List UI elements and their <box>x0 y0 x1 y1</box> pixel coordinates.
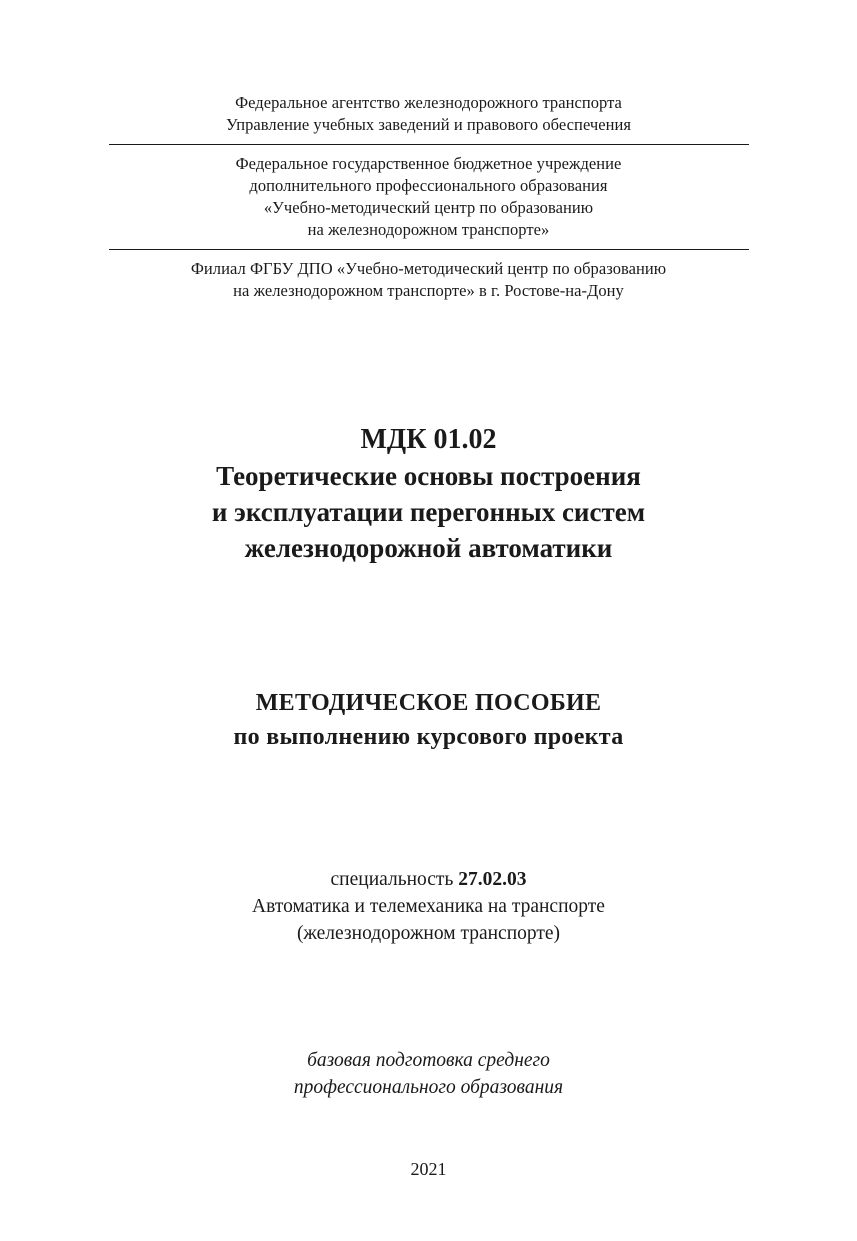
header-line: «Учебно-методический центр по образованию <box>263 198 594 217</box>
specialty-name-line: (железнодорожном транспорте) <box>296 923 561 944</box>
document-type-line: по выполнению курсового проекта <box>233 724 624 750</box>
specialty-code: 27.02.03 <box>458 869 527 890</box>
header-line: Филиал ФГБУ ДПО «Учебно-методический центр по образованию <box>190 259 667 278</box>
specialty-label: специальность <box>330 869 454 890</box>
header-group-institution <box>109 144 749 249</box>
course-title-line: и эксплуатации перегонных систем <box>211 497 646 527</box>
page-title <box>80 422 777 566</box>
header-line: на железнодорожном транспорте» в г. Ростове-на-Дону <box>233 281 624 300</box>
course-title-line: Теоретические основы построения <box>216 461 641 491</box>
education-level-block <box>80 1047 777 1101</box>
header-line: Федеральное государственное бюджетное учреждение <box>235 154 622 173</box>
header-group-agency <box>109 92 749 144</box>
document-type-line: МЕТОДИЧЕСКОЕ ПОСОБИЕ <box>255 690 602 716</box>
course-title-line: железнодорожной автоматики <box>244 533 613 563</box>
header-line: Федеральное агентство железнодорожного транспорта <box>235 93 622 112</box>
header-group-branch <box>109 249 749 302</box>
education-level-line: профессионального образования <box>293 1077 564 1098</box>
specialty-name-line: Автоматика и телемеханика на транспорте <box>252 896 605 917</box>
header-line: на железнодорожном транспорте» <box>307 220 550 239</box>
publication-year: 2021 <box>410 1159 447 1179</box>
header-line: дополнительного профессионального образования <box>249 176 608 195</box>
header-line: Управление учебных заведений и правового обеспечения <box>225 115 632 134</box>
issuing-organization-block <box>109 92 749 302</box>
specialty-code-line <box>80 866 777 893</box>
document-type-block <box>80 686 777 754</box>
course-code: МДК 01.02 <box>360 424 497 455</box>
specialty-block <box>80 866 777 947</box>
publication-year-block <box>80 1157 777 1181</box>
education-level-line: базовая подготовка среднего <box>307 1050 550 1071</box>
